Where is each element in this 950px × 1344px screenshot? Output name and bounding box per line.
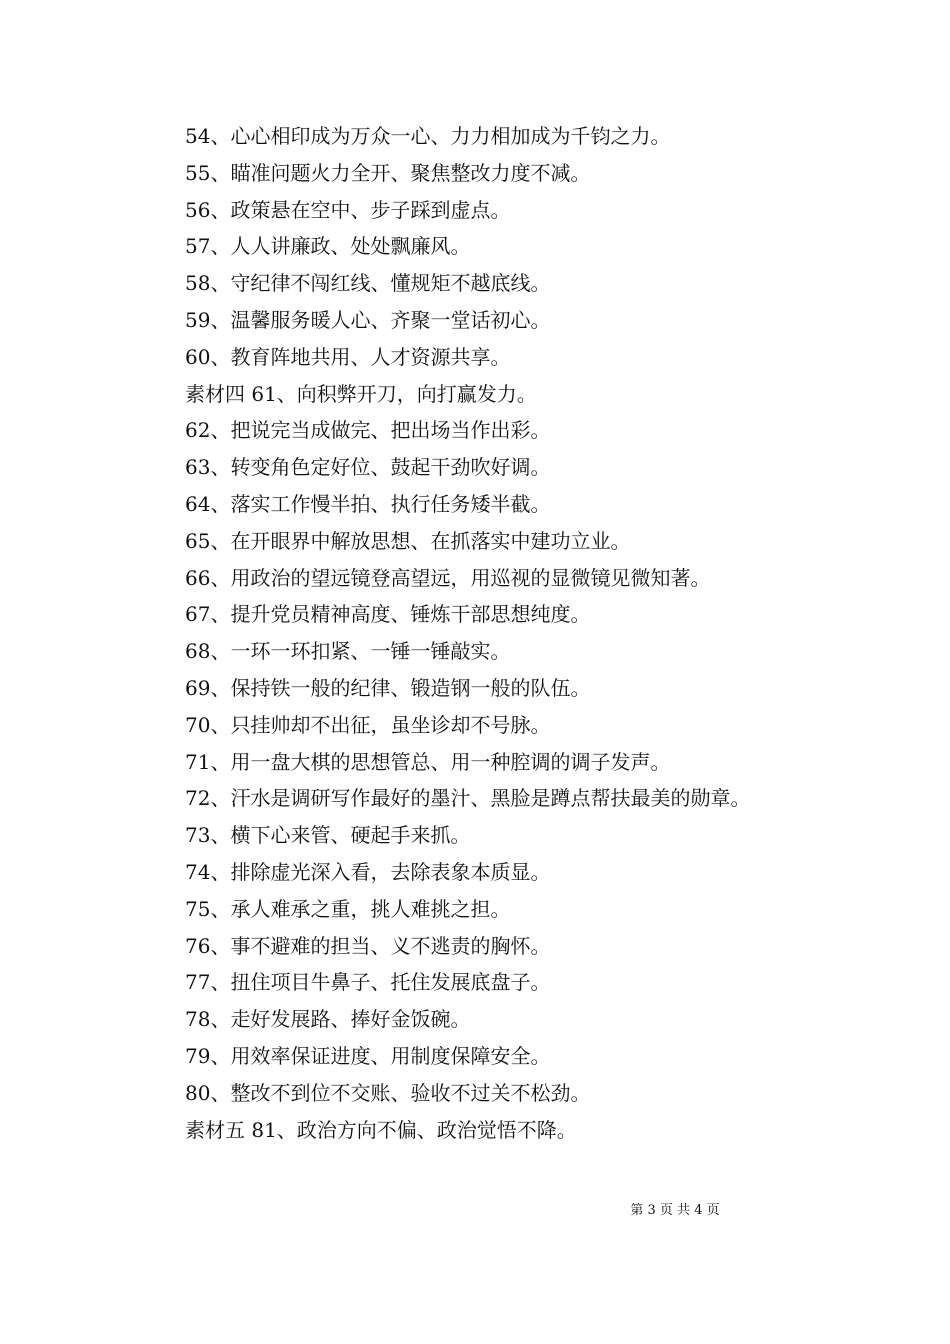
paragraph: 68、一环一环扣紧、一锤一锤敲实。 <box>185 639 511 664</box>
paragraph: 56、政策悬在空中、步子踩到虚点。 <box>185 197 511 222</box>
paragraph: 73、横下心来管、硬起手来抓。 <box>185 823 471 848</box>
page-number: 第 3 页 共 4 页 <box>630 1203 720 1218</box>
paragraph: 80、整改不到位不交账、验收不过关不松劲。 <box>185 1080 591 1105</box>
paragraph: 54、心心相印成为万众一心、力力相加成为千钧之力。 <box>185 124 671 148</box>
paragraph: 55、瞄准问题火力全开、聚焦整改力度不减。 <box>185 160 591 185</box>
paragraph: 59、温馨服务暖人心、齐聚一堂话初心。 <box>185 307 551 332</box>
paragraph: 78、走好发展路、捧好金饭碗。 <box>185 1007 471 1032</box>
paragraph: 75、承人难承之重，挑人难挑之担。 <box>185 896 511 921</box>
paragraph: 65、在开眼界中解放思想、在抓落实中建功立业。 <box>185 528 631 553</box>
paragraph: 66、用政治的望远镜登高望远，用巡视的显微镜见微知著。 <box>185 565 711 590</box>
page-footer <box>0 1202 950 1220</box>
paragraph: 72、汗水是调研写作最好的墨汁、黑脸是蹲点帮扶最美的勋章。 <box>185 786 751 811</box>
paragraph: 64、落实工作慢半拍、执行任务矮半截。 <box>185 491 551 516</box>
body-text <box>145 118 825 1148</box>
paragraph: 58、守纪律不闯红线、懂规矩不越底线。 <box>185 271 551 296</box>
paragraph: 77、扭住项目牛鼻子、托住发展底盘子。 <box>185 970 551 995</box>
paragraph: 76、事不避难的担当、义不逃责的胸怀。 <box>185 933 551 958</box>
paragraph: 79、用效率保证进度、用制度保障安全。 <box>185 1043 551 1068</box>
paragraph: 71、用一盘大棋的思想管总、用一种腔调的调子发声。 <box>185 749 671 774</box>
paragraph: 素材五 81、政治方向不偏、政治觉悟不降。 <box>185 1117 577 1142</box>
paragraph: 67、提升党员精神高度、锤炼干部思想纯度。 <box>185 602 591 627</box>
paragraph: 60、教育阵地共用、人才资源共享。 <box>185 344 511 369</box>
paragraph: 57、人人讲廉政、处处飘廉风。 <box>185 234 471 259</box>
paragraph: 62、把说完当成做完、把出场当作出彩。 <box>185 418 551 443</box>
paragraph: 70、只挂帅却不出征，虽坐诊却不号脉。 <box>185 712 551 737</box>
paragraph: 63、转变角色定好位、鼓起干劲吹好调。 <box>185 455 551 480</box>
paragraph: 素材四 61、向积弊开刀，向打赢发力。 <box>185 381 537 406</box>
paragraph: 74、排除虚光深入看，去除表象本质显。 <box>185 859 551 884</box>
paragraph: 69、保持铁一般的纪律、锻造钢一般的队伍。 <box>185 675 591 700</box>
